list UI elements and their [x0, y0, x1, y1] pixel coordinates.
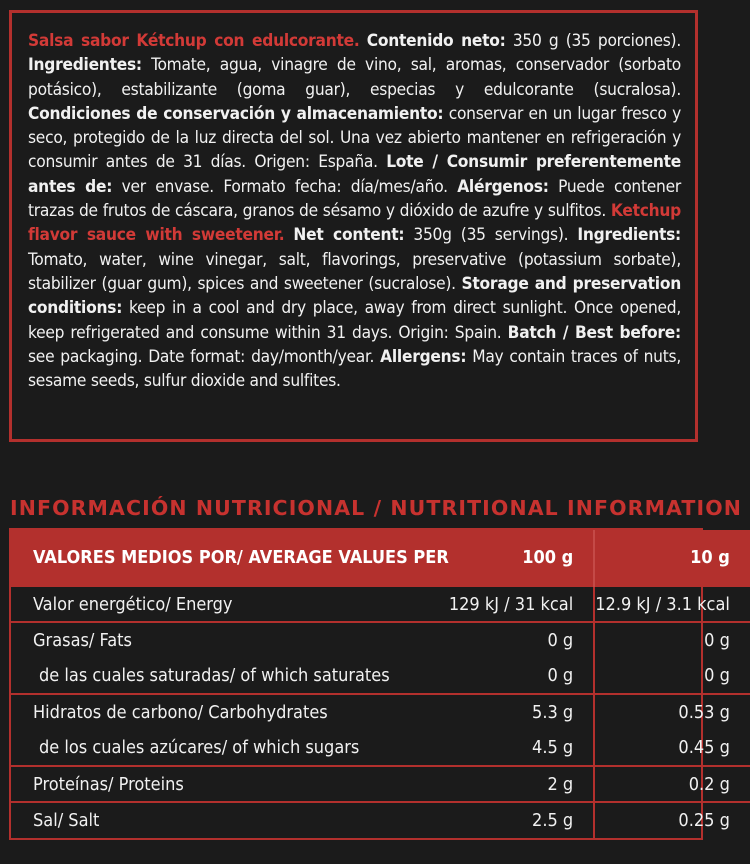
table-header-row: [11, 530, 750, 586]
row-label: de los cuales azúcares/ of which sugars: [39, 737, 360, 758]
ingredients-paragraph: [28, 29, 681, 393]
table-row: [11, 622, 750, 658]
row-value-10g: 0.45 g: [678, 737, 730, 758]
nutrition-table: [9, 528, 730, 840]
nutrition-title: INFORMACIÓN NUTRICIONAL / NUTRITIONAL INFORMATION: [10, 496, 743, 520]
header-label: VALORES MEDIOS POR/ AVERAGE VALUES PER: [11, 530, 449, 586]
row-value-100g: 2.5 g: [449, 802, 594, 838]
row-value-10g: 0 g: [704, 665, 730, 686]
table-row: [11, 802, 750, 838]
row-value-100g: 5.3 g: [449, 694, 594, 730]
row-label: de las cuales saturadas/ of which saturates: [39, 665, 390, 686]
ingredients-text-en: Tomato, water, wine vinegar, salt, flavorings, preservative (potassium sorbate), stabilizer (guar gum), spices and sweetener (sucralose).: [28, 249, 681, 294]
net-content-value-en: 350g (35 servings).: [413, 225, 569, 246]
net-content-label-en: Net content:: [293, 225, 405, 246]
ingredients-label-es: Ingredientes:: [28, 55, 142, 76]
table-row: [11, 730, 750, 766]
ingredients-label-en: Ingredients:: [577, 225, 681, 246]
table-row: [11, 766, 750, 802]
batch-label-en: Batch / Best before:: [507, 322, 681, 343]
table-row: [11, 658, 750, 694]
allergen-label-en: Allergens:: [380, 346, 467, 367]
allergen-text-es: Puede contener trazas de frutos de cáscara, granos de sésamo y dióxido de azufre y sulfitos.: [28, 176, 681, 222]
table-row: [11, 586, 750, 622]
product-name-es: Salsa sabor Kétchup con edulcorante.: [28, 31, 360, 51]
row-value-100g: 0 g: [449, 622, 594, 658]
lot-label-es: Lote / Consumir preferentemente antes de:: [28, 152, 681, 197]
net-content-label-es: Contenido neto:: [366, 31, 506, 51]
batch-text-en: see packaging. Date format: day/month/year.: [28, 346, 375, 367]
row-label: Grasas/ Fats: [11, 622, 449, 658]
row-value-10g: 0.53 g: [594, 694, 750, 730]
row-value-100g: 2 g: [449, 766, 594, 802]
row-label: Hidratos de carbono/ Carbohydrates: [11, 694, 449, 730]
row-value-10g: 12.9 kJ / 3.1 kcal: [594, 586, 750, 622]
storage-text-en: keep in a cool and dry place, away from direct sunlight. Once opened, keep refrigerated and consume within 31 days. Origin: Spain.: [28, 298, 681, 343]
row-value-10g: 0.25 g: [594, 802, 750, 838]
row-label: Valor energético/ Energy: [11, 586, 449, 622]
row-value-10g: 0 g: [594, 622, 750, 658]
product-name-en: Ketchup flavor sauce with sweetener.: [28, 201, 681, 246]
ingredients-text-es: Tomate, agua, vinagre de vino, sal, aromas, conservador (sorbato potásico), estabilizante (goma guar), especias y edulcorante (sucralosa).: [28, 55, 681, 100]
storage-text-es: conservar en un lugar fresco y seco, protegido de la luz directa del sol. Una vez abierto mantener en refrigeración y consumir antes de 31 días. Origen: España.: [28, 103, 681, 173]
lot-text-es: ver envase. Formato fecha: día/mes/año.: [121, 176, 448, 197]
header-per-100g: 100 g: [449, 530, 594, 586]
table-row: [11, 694, 750, 730]
ingredients-panel: [9, 10, 698, 442]
row-label: Proteínas/ Proteins: [11, 766, 449, 802]
row-value-100g: 129 kJ / 31 kcal: [449, 586, 594, 622]
allergen-text-en: May contain traces of nuts, sesame seeds, sulfur dioxide and sulfites.: [28, 346, 682, 392]
row-label: Sal/ Salt: [11, 802, 449, 838]
storage-label-en: Storage and preservation conditions:: [28, 273, 681, 319]
row-value-100g: 4.5 g: [449, 730, 594, 766]
row-value-10g: 0.2 g: [594, 766, 750, 802]
row-value-100g: 0 g: [449, 658, 594, 694]
allergen-label-es: Alérgenos:: [457, 176, 549, 197]
header-per-10g: 10 g: [594, 530, 750, 586]
storage-label-es: Condiciones de conservación y almacenamiento:: [28, 103, 444, 124]
net-content-value-es: 350 g (35 porciones).: [512, 31, 681, 51]
